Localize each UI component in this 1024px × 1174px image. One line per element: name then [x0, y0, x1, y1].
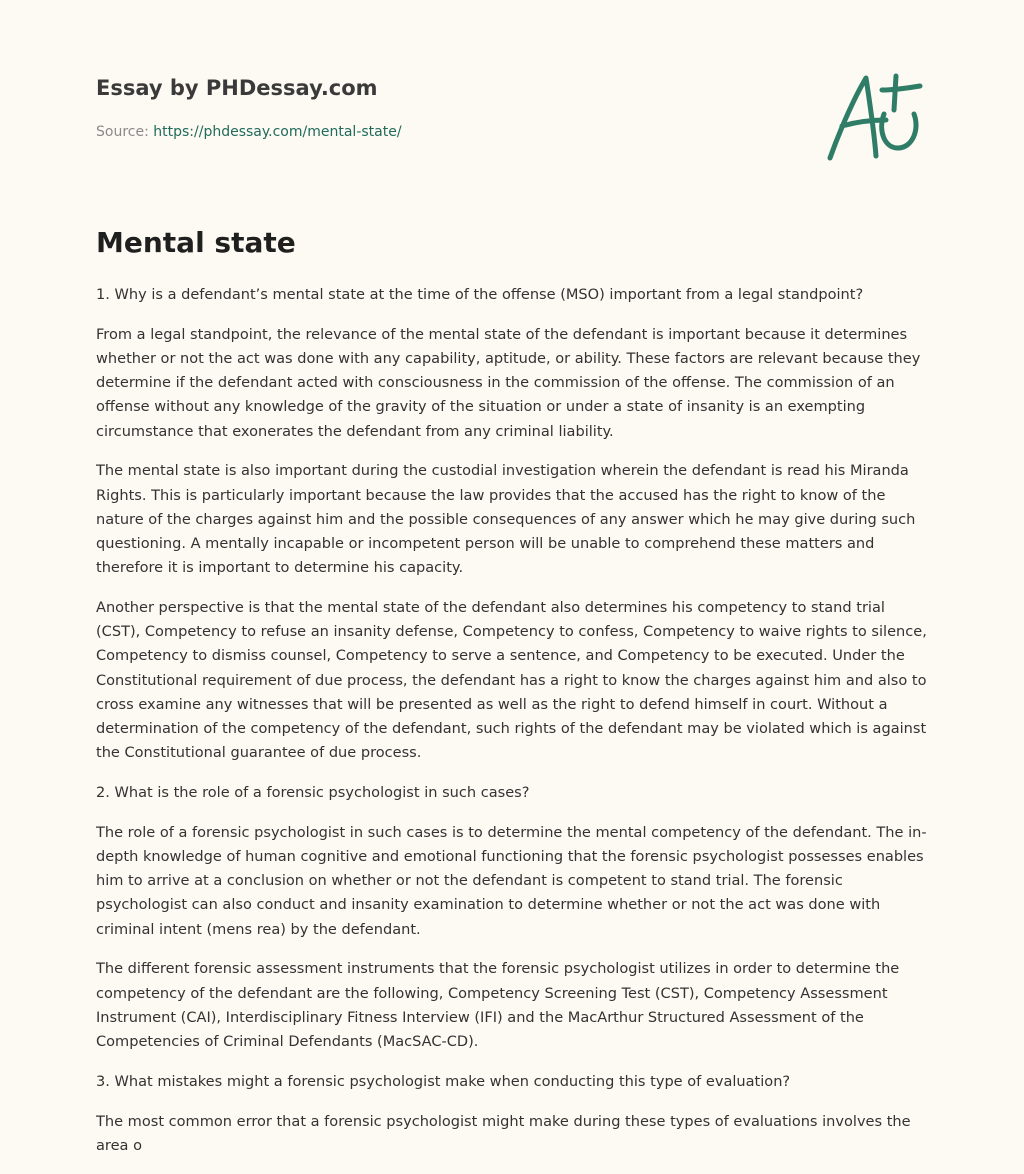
essay-paragraph: The role of a forensic psychologist in such cases is to determine the mental competency of the defendant. The in-depth knowledge of human cognitive and emotional functioning that the forensic psychologist possesses enables him to arrive at a conclusion on whether or not the defendant is competent to stand trial. The forensic psychologist can also conduct and insanity examination to determine whether or not the act was done with criminal intent (mens rea) by the defendant. — [96, 823, 927, 938]
essay-body — [96, 283, 928, 1174]
essay-paragraph: Another perspective is that the mental state of the defendant also determines his competency to stand trial (CST), Competency to refuse an insanity defense, Competency to confess, Competency to waive rights to silence, Competency to dismiss counsel, Competency to serve a sentence, and Competency to be executed. Under the Constitutional requirement of due process, the defendant has a right to know the charges against him and also to cross examine any witnesses that will be presented as well as the right to defend himself in court. Without a determination of the competency of the defendant, such rights of the defendant may be violated which is against the Constitutional guarantee of due process. — [96, 599, 927, 762]
source-link[interactable]: https://phdessay.com/mental-state/ — [153, 124, 402, 140]
essay-title: Mental state — [96, 226, 296, 259]
source-line — [96, 124, 402, 140]
source-label: Source: — [96, 124, 154, 140]
essay-paragraph: The mental state is also important during the custodial investigation wherein the defendant is read his Miranda Rights. This is particularly important because the law provides that the accused has the right to know of the nature of the charges against him and the possible consequences of any answer which he may give during such questioning. A mentally incapable or incompetent person will be unable to comprehend these matters and therefore it is important to determine his capacity. — [96, 462, 916, 577]
question-3: 3. What mistakes might a forensic psychologist make when conducting this type of evaluation? — [96, 1072, 791, 1090]
question-2: 2. What is the role of a forensic psychologist in such cases? — [96, 784, 530, 802]
essay-paragraph-truncated: The most common error that a forensic psychologist might make during these types of evaluations involves the area o — [96, 1112, 911, 1154]
a-plus-logo-icon — [822, 68, 926, 164]
question-1: 1. Why is a defendant’s mental state at the time of the offense (MSO) important from a legal standpoint? — [96, 286, 864, 303]
essay-paragraph: The different forensic assessment instruments that the forensic psychologist utilizes in order to determine the competency of the defendant are the following, Competency Screening Test (CST), Competency Assessment Instrument (CAI), Interdisciplinary Fitness Interview (IFI) and the MacArthur Structured Assessment of the Competencies of Criminal Defendants (MacSAC-CD). — [96, 960, 900, 1051]
site-title: Essay by PHDessay.com — [96, 76, 378, 100]
essay-paragraph: From a legal standpoint, the relevance of the mental state of the defendant is important because it determines whether or not the act was done with any capability, aptitude, or ability. These factors are relevant because they determine if the defendant acted with consciousness in the commission of the offense. The commission of an offense without any knowledge of the gravity of the situation or under a state of insanity is an exempting circumstance that exonerates the defendant from any criminal liability. — [96, 325, 921, 440]
